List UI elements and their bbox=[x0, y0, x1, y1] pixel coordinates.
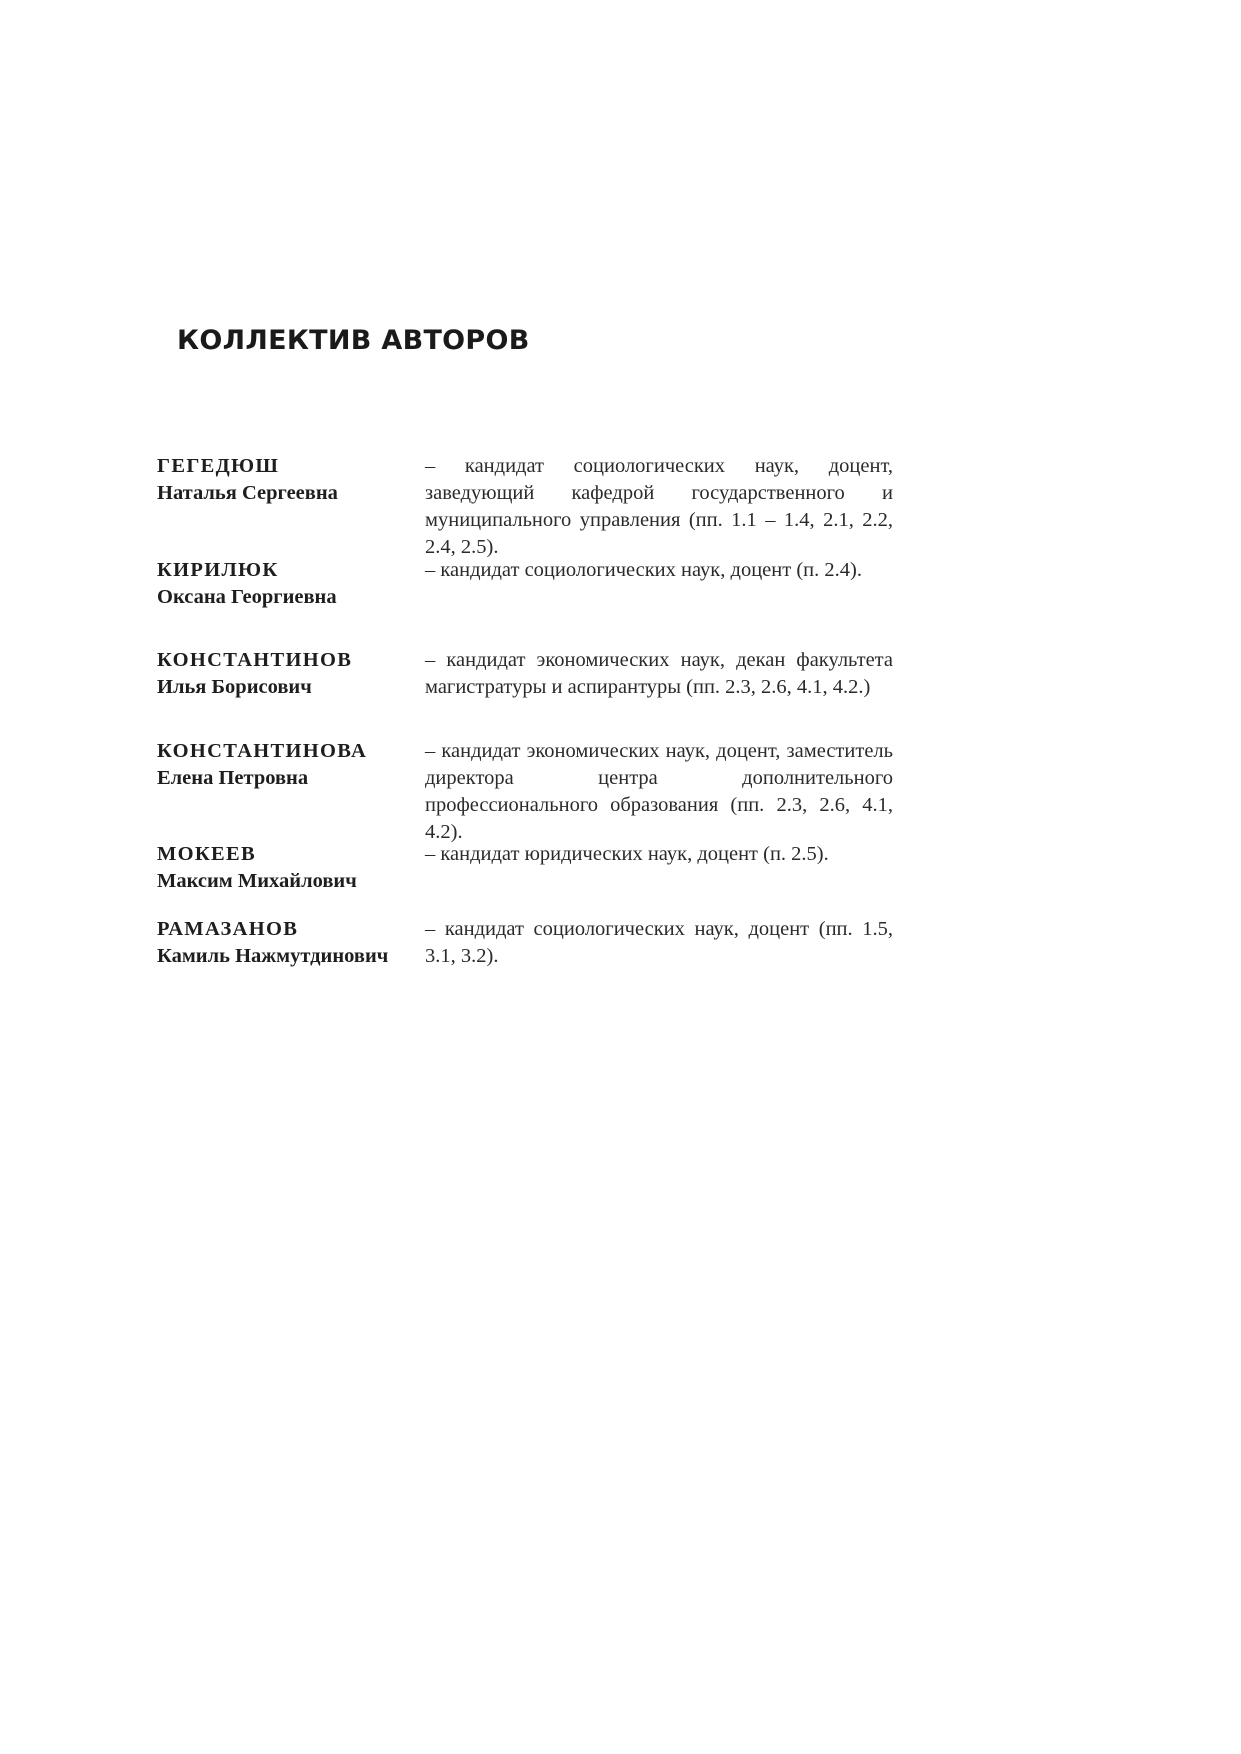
authors-list bbox=[157, 453, 893, 970]
author-given-names: Максим Михайлович bbox=[157, 870, 357, 892]
author-surname: РАМАЗАНОВ bbox=[157, 918, 299, 940]
author-given-names: Наталья Сергеевна bbox=[157, 482, 338, 504]
author-description: – кандидат экономических наук, доцент, заместитель директора центра дополнительного профессионального образования (пп. 2.3, 2.6, 4.1, 4.2). bbox=[425, 740, 893, 843]
author-entry bbox=[157, 557, 893, 647]
author-description: – кандидат социологических наук, доцент, заведующий кафедрой государственного и муниципального управления (пп. 1.1 – 1.4, 2.1, 2.2, 2.4, 2.5). bbox=[425, 455, 893, 558]
author-given-names: Камиль Нажмутдинович bbox=[157, 945, 389, 967]
author-name-block bbox=[157, 557, 425, 611]
author-surname: КИРИЛЮК bbox=[157, 559, 279, 581]
author-entry bbox=[157, 647, 893, 738]
author-entry bbox=[157, 916, 893, 970]
author-description: – кандидат экономических наук, декан факультета магистратуры и аспирантуры (пп. 2.3, 2.6, 4.1, 4.2.) bbox=[425, 649, 893, 698]
author-name-block bbox=[157, 647, 425, 701]
author-name-block bbox=[157, 453, 425, 507]
author-description: – кандидат социологических наук, доцент (пп. 1.5, 3.1, 3.2). bbox=[425, 918, 893, 967]
author-name-block bbox=[157, 738, 425, 792]
author-given-names: Оксана Георгиевна bbox=[157, 586, 337, 608]
author-name-block bbox=[157, 916, 425, 970]
author-surname: МОКЕЕВ bbox=[157, 843, 256, 865]
author-surname: КОНСТАНТИНОВ bbox=[157, 649, 353, 671]
author-name-block bbox=[157, 841, 425, 895]
author-entry bbox=[157, 738, 893, 841]
author-given-names: Елена Петровна bbox=[157, 767, 309, 789]
author-surname: ГЕГЕДЮШ bbox=[157, 455, 280, 477]
page-title: КОЛЛЕКТИВ АВТОРОВ bbox=[177, 325, 530, 356]
author-description: – кандидат социологических наук, доцент (п. 2.4). bbox=[425, 559, 862, 581]
author-description: – кандидат юридических наук, доцент (п. 2.5). bbox=[425, 843, 829, 865]
author-entry bbox=[157, 841, 893, 916]
author-surname: КОНСТАНТИНОВА bbox=[157, 740, 368, 762]
author-entry bbox=[157, 453, 893, 557]
author-given-names: Илья Борисович bbox=[157, 676, 312, 698]
